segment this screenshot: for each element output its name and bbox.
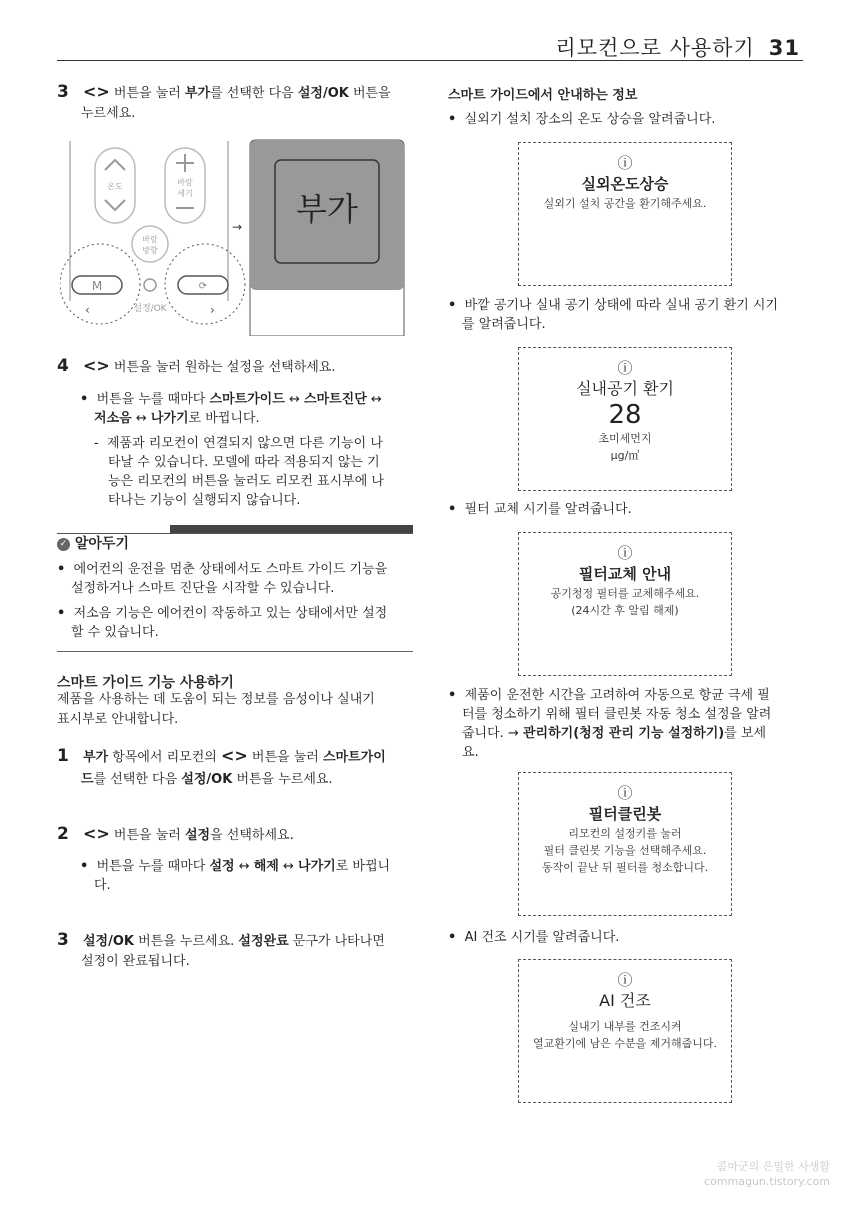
info-icon: ⓘ [617, 784, 633, 802]
bold-text: 나가기 [298, 859, 336, 874]
link-text: 관리하기(청정 관리 기능 설정하기) [522, 726, 725, 741]
box-sub: 실외기 설치 공간을 환기해주세요. [543, 197, 707, 210]
box-value: 28 [608, 400, 642, 430]
text: 실외기 설치 장소의 온도 상승을 알려줍니다. [464, 112, 716, 127]
text: 능은 리모컨의 버튼을 눌러도 리모컨 표시부에 나 [108, 474, 384, 489]
box-sub: 초미세먼지 [598, 432, 652, 445]
text: 항목에서 리모컨의 [108, 750, 221, 765]
bold-text: 설정완료 [238, 934, 289, 949]
text: 설정이 완료됩니다. [81, 954, 190, 969]
box-unit: μg/㎥ [610, 449, 640, 462]
bold-text: 드 [81, 772, 94, 787]
step-4 [57, 356, 417, 378]
svg-text:⟳: ⟳ [198, 281, 208, 292]
info-box-indoor-air [518, 347, 732, 491]
text: 를 알려줍니다. [462, 317, 546, 332]
bold-text: 설정 [184, 828, 211, 843]
bold-text: 설정 [209, 859, 235, 874]
text: 버튼을 누를 때마다 [96, 859, 210, 874]
text: 표시부로 안내합니다. [57, 712, 179, 727]
text: ↔ [284, 392, 304, 407]
svg-text:→: → [232, 220, 243, 234]
box-title: 필터교체 안내 [578, 565, 672, 583]
box-sub: 열교환기에 남은 수분을 제거해줍니다. [532, 1037, 717, 1050]
text: 버튼을 누르세요. [232, 772, 333, 787]
text: 를 선택한 다음 [93, 772, 182, 787]
box-title: 실외온도상승 [581, 175, 669, 193]
step-number: 4 [57, 356, 69, 376]
text: 줍니다. → [462, 726, 523, 741]
box-sub: (24시간 후 알림 해제) [571, 604, 679, 617]
step-1 [57, 745, 417, 791]
info-box-outdoor-temp [518, 142, 732, 286]
box-sub: 동작이 끝난 뒤 필터를 청소합니다. [541, 861, 709, 874]
bold-text: 스마트진단 [303, 392, 367, 407]
remote-illustration [60, 136, 410, 336]
step-4-dash-note: - 제품과 리모컨이 연결되지 않으면 다른 기능이 나 타날 수 있습니다. 모델에 따라 적용되지 않는 기 능은 리모컨의 버튼을 눌러도 리모컨 표시부에 나 타나는 기능이 실행되지 않습니다. [94, 434, 419, 510]
box-sub: 필터 클린봇 기능을 선택해주세요. [543, 844, 707, 857]
text: 타나는 기능이 실행되지 않습니다. [108, 493, 301, 508]
step-number: 3 [57, 82, 69, 102]
step-number: 2 [57, 824, 69, 844]
text: 로 바뀝니 [335, 859, 391, 874]
right-bullet-5: • AI 건조 시기를 알려줍니다. [448, 930, 620, 945]
box-title: AI 건조 [599, 991, 651, 1010]
text: ↔ [131, 411, 151, 426]
text: 버튼을 눌러 [109, 86, 185, 101]
watermark-line-2: commagun.tistory.com [704, 1175, 830, 1188]
arrows-icon: <> [82, 824, 110, 843]
bold-text: 스마트가이드 [209, 392, 285, 407]
svg-text:M: M [91, 279, 103, 293]
box-sub: 실내기 내부를 건조시켜 [568, 1020, 682, 1033]
arrows-icon: <> [82, 356, 110, 375]
svg-text:세기: 세기 [177, 189, 193, 198]
note-title [57, 533, 129, 553]
step-3-bottom [57, 930, 417, 972]
text: ↔ [278, 859, 299, 874]
bold-text: 설정/OK [297, 86, 349, 101]
bold-text: 부가 [184, 86, 211, 101]
temp-label: 온도 [107, 182, 123, 191]
direction-button [132, 226, 168, 262]
note-bar [170, 525, 413, 533]
text: 에어컨의 운전을 멈춘 상태에서도 스마트 가이드 기능을 [73, 562, 388, 577]
info-icon: ⓘ [617, 359, 633, 377]
step-2-bullet: • 버튼을 누를 때마다 설정 ↔ 해제 ↔ 나가기로 바뀝니 다. [80, 859, 391, 893]
step-number: 1 [57, 746, 69, 766]
header-title: 리모컨으로 사용하기 [555, 36, 755, 60]
step-number: 3 [57, 930, 69, 950]
text: 를 선택한 다음 [210, 86, 298, 101]
text: 다. [94, 878, 111, 893]
bold-text: 부가 [82, 750, 109, 765]
right-bullet-3: • 필터 교체 시기를 알려줍니다. [448, 502, 632, 517]
svg-text:바람: 바람 [177, 178, 193, 187]
svg-text:설정/OK: 설정/OK [133, 304, 167, 314]
text: ↔ [234, 859, 254, 874]
note-item-2: • 저소음 기능은 에어컨이 작동하고 있는 상태에서만 설정 할 수 있습니다. [57, 604, 417, 642]
box-title: 실내공기 환기 [576, 379, 674, 398]
arrows-icon: <> [220, 746, 248, 765]
right-title: 스마트 가이드에서 안내하는 정보 [448, 88, 638, 103]
info-box-ai-dry [518, 959, 732, 1103]
right-bullet-4: • 제품이 운전한 시간을 고려하여 자동으로 항균 극세 필 터를 청소하기 위해 필터 클린봇 자동 청소 설정을 알려 줍니다. → 관리하기(청정 관리 기능 설정하기)를 보세 요. [448, 686, 813, 762]
page-header [556, 32, 800, 62]
header-divider [57, 60, 803, 61]
text: 타날 수 있습니다. 모델에 따라 적용되지 않는 기 [108, 455, 380, 470]
text: 누르세요. [81, 106, 136, 121]
right-bullet-2: • 바깥 공기나 실내 공기 상태에 따라 실내 공기 환기 시기 를 알려줍니다. [448, 296, 813, 334]
text: 로 바뀝니다. [188, 411, 260, 426]
text: 를 보세 [724, 726, 767, 741]
text: 버튼을 누를 때마다 [96, 392, 210, 407]
text: 터를 청소하기 위해 필터 클린봇 자동 청소 설정을 알려 [462, 707, 772, 722]
text: 요. [462, 745, 479, 760]
bold-text: 스마트가이 [322, 750, 386, 765]
text: 저소음 기능은 에어컨이 작동하고 있는 상태에서만 설정 [73, 606, 388, 621]
watermark-line-1: 콤마군의 은밀한 사생활 [716, 1160, 830, 1173]
box-sub: 공기청정 필터를 교체해주세요. [550, 587, 700, 600]
display-text: 부가 [296, 190, 358, 228]
text: 문구가 나타나면 [288, 934, 385, 949]
box-title: 필터클린봇 [588, 805, 662, 823]
ok-button [144, 279, 156, 291]
section-intro [57, 690, 417, 730]
text: 바깥 공기나 실내 공기 상태에 따라 실내 공기 환기 시기 [464, 298, 779, 313]
svg-text:‹: ‹ [85, 303, 90, 317]
text: 제품이 운전한 시간을 고려하여 자동으로 항균 극세 필 [464, 688, 770, 703]
bold-text: 설정/OK [82, 934, 134, 949]
text: 설정하거나 스마트 진단을 시작할 수 있습니다. [71, 581, 335, 596]
text: 을 선택하세요. [210, 828, 294, 843]
text: 버튼을 눌러 [109, 828, 185, 843]
section-title: 스마트 가이드 기능 사용하기 [57, 675, 234, 691]
box-sub: 리모컨의 설정키를 눌러 [568, 827, 682, 840]
text: 버튼을 누르세요. [133, 934, 239, 949]
text: ↔ [366, 392, 382, 407]
text: 제품과 리모컨이 연결되지 않으면 다른 기능이 나 [106, 436, 383, 451]
info-box-filter-change [518, 532, 732, 676]
check-icon: ✓ [57, 538, 70, 551]
note-title-text: 알아두기 [74, 536, 129, 552]
note-bottom-line [57, 651, 413, 652]
svg-text:바람: 바람 [142, 235, 158, 244]
text: 버튼을 눌러 원하는 설정을 선택하세요. [109, 360, 336, 375]
info-icon: ⓘ [617, 154, 633, 172]
svg-text:›: › [210, 303, 215, 317]
text: 필터 교체 시기를 알려줍니다. [464, 502, 632, 517]
page-number: 31 [768, 36, 800, 60]
text: 버튼을 [348, 86, 391, 101]
right-bullet-1: • 실외기 설치 장소의 온도 상승을 알려줍니다. [448, 112, 716, 127]
text: 제품을 사용하는 데 도움이 되는 정보를 음성이나 실내기 [57, 692, 375, 707]
note-item-1: • 에어컨의 운전을 멈춘 상태에서도 스마트 가이드 기능을 설정하거나 스마트 진단을 시작할 수 있습니다. [57, 560, 417, 598]
text: 할 수 있습니다. [71, 625, 159, 640]
info-icon: ⓘ [617, 544, 633, 562]
step-4-bullet: • 버튼을 누를 때마다 스마트가이드 ↔ 스마트진단 ↔ 저소음 ↔ 나가기로 바뀝니다. [80, 392, 382, 426]
info-icon: ⓘ [617, 971, 633, 989]
bold-text: 저소음 [94, 411, 132, 426]
info-box-filter-cleanbot [518, 772, 732, 916]
text: 버튼을 눌러 [247, 750, 323, 765]
bold-text: 설정/OK [181, 772, 233, 787]
arrows-icon: <> [82, 82, 110, 101]
bold-text: 해제 [253, 859, 279, 874]
step-3-top [57, 82, 417, 124]
text: AI 건조 시기를 알려줍니다. [464, 930, 620, 945]
svg-text:방향: 방향 [142, 246, 158, 255]
bold-text: 나가기 [150, 411, 189, 426]
step-2 [57, 824, 417, 846]
